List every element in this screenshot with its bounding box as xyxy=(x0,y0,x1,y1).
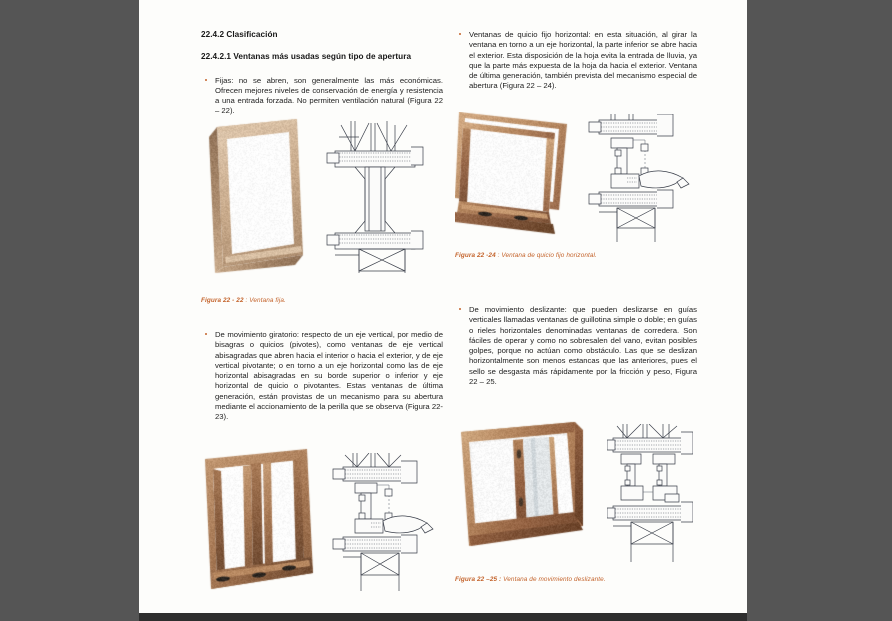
figure-22-24-photo xyxy=(455,112,577,237)
figure-22-25-detail-drawing xyxy=(607,424,693,564)
bullet-deslizante xyxy=(455,305,697,387)
bullet-deslizante-text: De movimiento deslizante: que pueden deslizarse en guías verticales llamadas ventanas de guillotina simple o doble; en guías o rieles horizontales denominadas ventanas de corredera. Son fáciles de operar y como no sobresalen del vano, evitan posibles golpes, porque no actúan como obstáculo. Las que se deslizan horizontalmente son menos estancas que las anteriores, pues el sello se desgasta más rápidamente por la fricción y peso, Figura 22 – 25. xyxy=(469,305,697,387)
figure-22-25-caption-title: Ventana de movimiento deslizante. xyxy=(503,576,606,583)
figure-22-22-photo xyxy=(205,115,309,275)
heading-subsection: 22.4.2.1 Ventanas más usadas según tipo de apertura xyxy=(201,52,412,62)
left-text-column xyxy=(201,30,443,125)
right-text-column-2 xyxy=(455,305,697,395)
bullet-giratorio xyxy=(201,330,443,423)
bullet-quicio-fijo-text: Ventanas de quicio fijo horizontal: en esta situación, al girar la ventana en torno a un eje horizontal, la parte inferior se abre hacia el exterior. Esta disposición de la hoja evita la entrada de lluvia, ya que la parte más expuesta de la hoja da hacia el exterior. Ventana de última generación, también prevista del mecanismo especial de abertura (Figura 22 – 24). xyxy=(469,30,697,91)
figure-22-24-caption-label: Figura 22 -24 xyxy=(455,252,496,259)
page-bottom-edge xyxy=(139,613,747,621)
figure-22-23-detail-drawing xyxy=(331,453,435,593)
page-columns xyxy=(139,0,747,613)
figure-22-23-photo xyxy=(199,445,323,595)
figure-22-25-caption-separator: : xyxy=(499,576,504,583)
figure-22-25-photo xyxy=(457,418,597,566)
bullet-dot-icon xyxy=(459,308,461,310)
figure-22-22-caption-label: Figura 22 - 22 xyxy=(201,297,244,304)
bullet-quicio-fijo xyxy=(455,30,697,92)
figure-22-22-caption-title: Ventana fija. xyxy=(249,297,286,304)
figure-22-24 xyxy=(455,112,691,244)
right-text-column xyxy=(455,30,697,100)
bullet-fijas-text: Fijas: no se abren, son generalmente las más económicas. Ofrecen mejores niveles de conservación de energía y resistencia a una entrada forzada. No permiten ventilación natural (Figura 22 – 22). xyxy=(215,75,443,116)
figure-22-23 xyxy=(199,445,435,595)
bullet-fijas xyxy=(201,76,443,117)
heading-section: 22.4.2 Clasificación xyxy=(201,30,278,39)
bullet-dot-icon xyxy=(205,333,207,335)
figure-22-24-caption-separator: : xyxy=(497,252,502,259)
figure-22-22-caption-separator: : xyxy=(245,297,248,304)
figure-22-24-detail-drawing xyxy=(587,114,691,244)
figure-22-22 xyxy=(205,115,425,275)
figure-22-25-caption xyxy=(455,575,715,584)
bullet-giratorio-text: De movimiento giratorio: respecto de un eje vertical, por medio de bisagras o quicios (pivotes), como ventanas de eje vertical abisagradas que abren hacia el interior o hacia el exterior, y de eje vertical pivotante; o en torno a un eje horizontal como las de eje horizontal abisagradas en su borde superior o inferior y eje horizontal de quicio o pivotantes. Estas ventanas de última generación, están provistas de un mecanismo para su abertura mediante el accionamiento de la perilla que se observa (Figura 22- 23). xyxy=(215,330,443,422)
figure-22-25-caption-label: Figura 22 –25 xyxy=(455,576,498,583)
figure-22-24-caption-title: Ventana de quicio fijo horizontal. xyxy=(501,252,597,259)
bullet-dot-icon xyxy=(459,33,461,35)
figure-22-24-caption xyxy=(455,251,705,260)
figure-22-25 xyxy=(457,418,693,566)
left-text-column-2 xyxy=(201,330,443,431)
figure-22-22-caption xyxy=(201,296,451,305)
bullet-dot-icon xyxy=(205,79,207,81)
document-page xyxy=(139,0,747,613)
figure-22-22-detail-drawing xyxy=(325,121,425,273)
